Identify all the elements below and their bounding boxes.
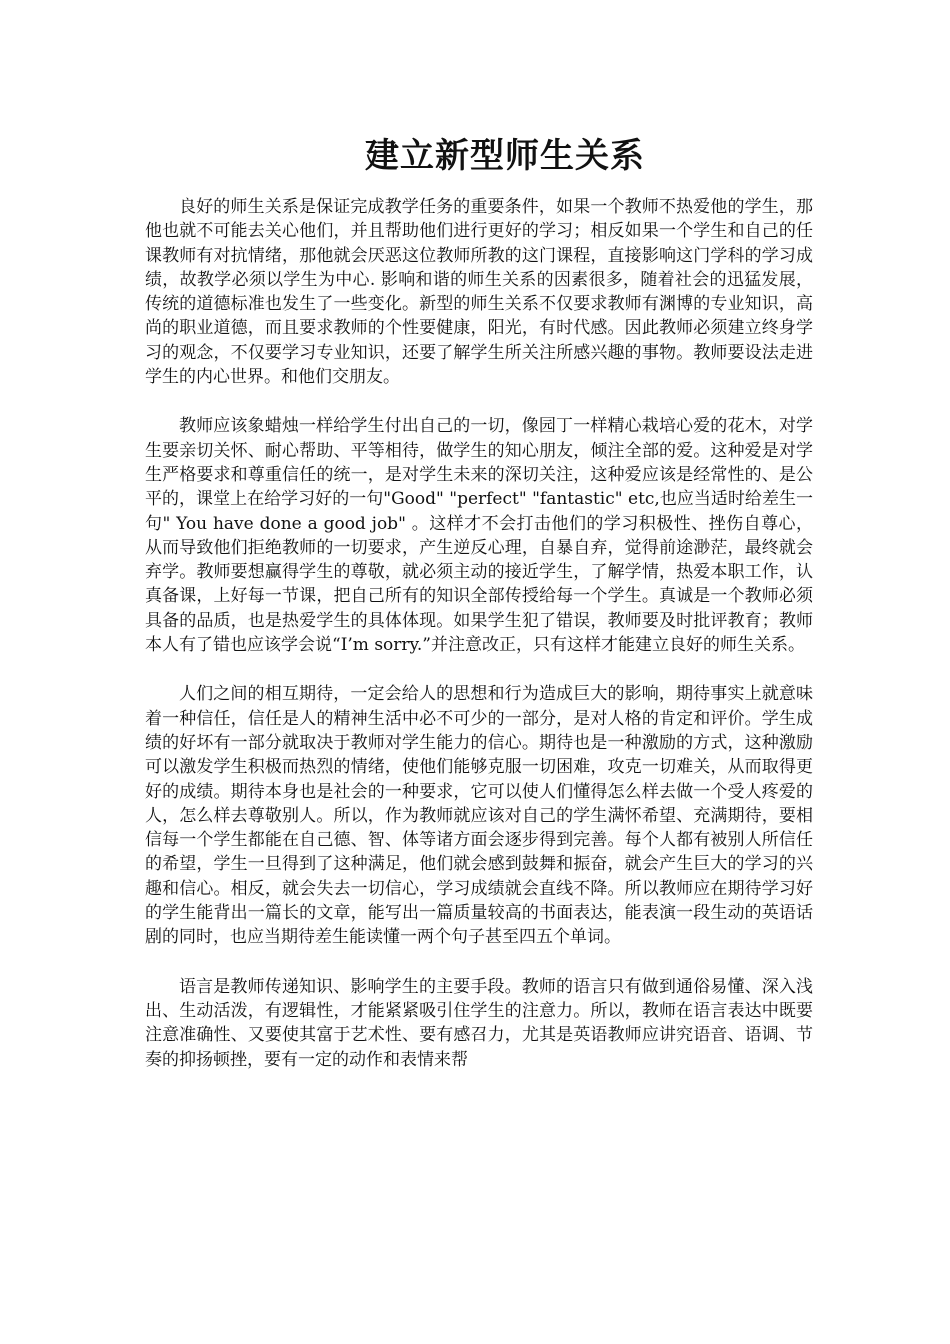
paragraph: 人们之间的相互期待，一定会给人的思想和行为造成巨大的影响，期待事实上就意味着一种信任，信任是人的精神生活中必不可少的一部分，是对人格的肯定和评价。学生成绩的好坏有一部分就取决于教师对学生能力的信心。期待也是一种激励的方式，这种激励可以激发学生积极而热烈的情绪，使他们能够克服一切困难，攻克一切难关，从而取得更好的成绩。期待本身也是社会的一种要求，它可以使人们懂得怎么样去做一个受人疼爱的人，怎么样去尊敬别人。所以，作为教师就应该对自己的学生满怀希望、充满期待，要相信每一个学生都能在自己德、智、体等诸方面会逐步得到完善。每个人都有被别人所信任的希望，学生一旦得到了这种满足，他们就会感到鼓舞和振奋，就会产生巨大的学习的兴趣和信心。相反，就会失去一切信心，学习成绩就会直线不降。所以教师应在期待学习好的学生能背出一篇长的文章，能写出一篇质量较高的书面表达，能表演一段生动的英语话剧的同时，也应当期待差生能读懂一两个句子甚至四五个单词。 [145,684,813,948]
paragraph: 教师应该象蜡烛一样给学生付出自己的一切，像园丁一样精心栽培心爱的花木，对学生要亲切关怀、耐心帮助、平等相待，做学生的知心朋友，倾注全部的爱。这种爱是对学生严格要求和尊重信任的统一，是对学生未来的深切关注，这种爱应该是经常性的、是公平的，课堂上在给学习好的一句"Good" "perfect" "fantastic" etc,也应当适时给差生一句" You have done a good job" 。这样才不会打击他们的学习积极性、挫伤自尊心，从而导致他们拒绝教师的一切要求，产生逆反心理，自暴自弃，觉得前途渺茫，最终就会弃学。教师要想赢得学生的尊敬，就必须主动的接近学生，了解学情，热爱本职工作，认真备课，上好每一节课，把自己所有的知识全部传授给每一个学生。真诚是一个教师必须具备的品质，也是热爱学生的具体体现。如果学生犯了错误，教师要及时批评教育；教师本人有了错也应该学会说“I’m sorry.”并注意改正，只有这样才能建立良好的师生关系。 [145,416,813,656]
paragraph: 语言是教师传递知识、影响学生的主要手段。教师的语言只有做到通俗易懂、深入浅出、生动活泼，有逻辑性，才能紧紧吸引住学生的注意力。所以，教师在语言表达中既要注意准确性、又要使其富于艺术性、要有感召力，尤其是英语教师应讲究语音、语调、节奏的抑扬顿挫，要有一定的动作和表情来帮 [145,976,813,1070]
document-body [145,195,813,1097]
document-title: 建立新型师生关系 [365,136,645,176]
paragraph: 良好的师生关系是保证完成教学任务的重要条件，如果一个教师不热爱他的学生，那他也就不可能去关心他们，并且帮助他们进行更好的学习；相反如果一个学生和自己的任课教师有对抗情绪，那他就会厌恶这位教师所教的这门课程，直接影响这门学科的学习成绩，故教学必须以学生为中心. 影响和谐的师生关系的因素很多，随着社会的迅猛发展，传统的道德标准也发生了一些变化。新型的师生关系不仅要求教师有渊博的专业知识，高尚的职业道德，而且要求教师的个性要健康，阳光，有时代感。因此教师必须建立终身学习的观念，不仅要学习专业知识，还要了解学生所关注所感兴趣的事物。教师要设法走进学生的内心世界。和他们交朋友。 [145,197,813,388]
